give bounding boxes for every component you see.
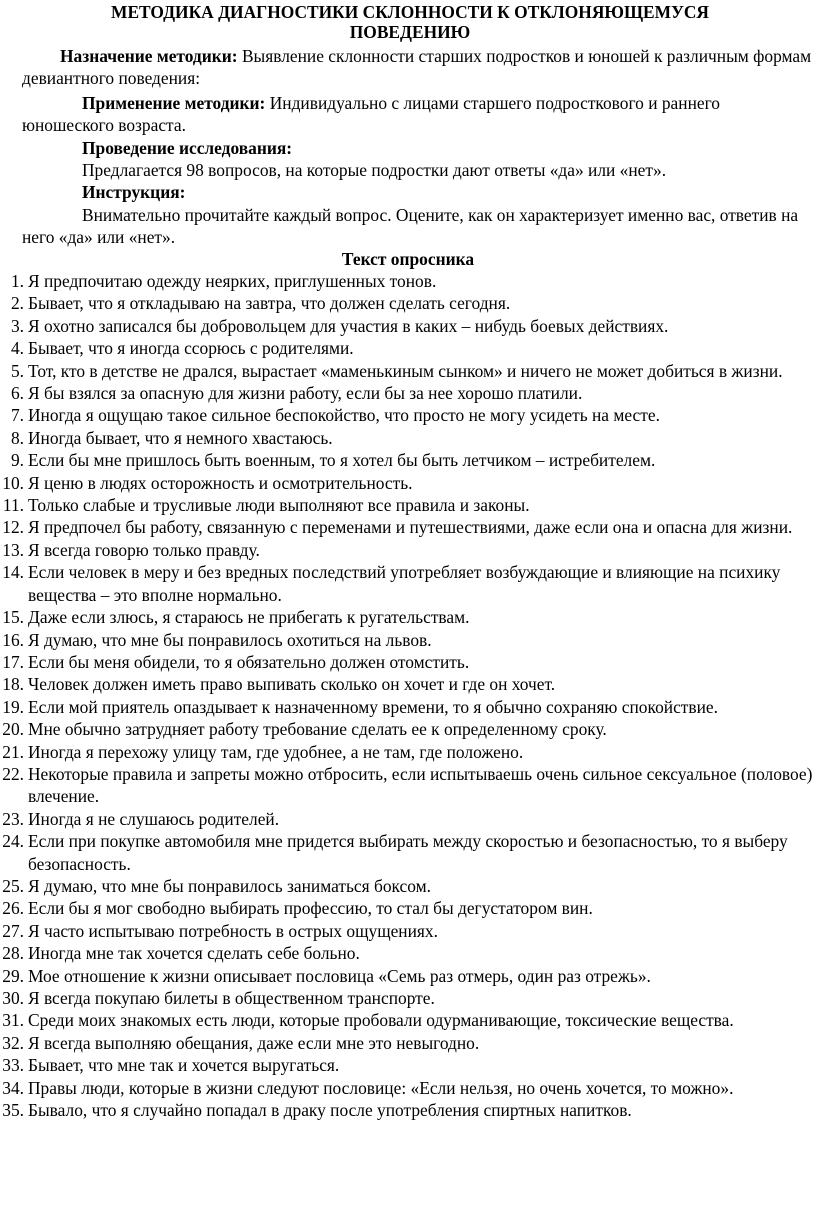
question-number: 5. <box>10 360 24 381</box>
application-label: Применение методики: <box>82 93 266 113</box>
question-item <box>0 561 816 606</box>
question-item <box>0 1054 816 1076</box>
question-text: Я охотно записался бы добровольцем для участия в каких – нибудь боевых действиях. <box>28 315 669 336</box>
question-number: 27. <box>2 920 24 941</box>
question-item <box>0 292 816 314</box>
question-number: 9. <box>10 450 24 471</box>
question-number: 16. <box>2 629 24 650</box>
question-item <box>0 494 816 516</box>
question-item <box>0 404 816 426</box>
question-number: 1. <box>10 271 24 291</box>
question-item <box>0 651 816 673</box>
question-text: Я предпочитаю одежду неярких, приглушенных тонов. <box>28 271 437 291</box>
question-text: Бывало, что я случайно попадал в драку после употребления спиртных напитков. <box>28 1100 632 1121</box>
question-item <box>0 696 816 718</box>
title-line-2: ПОВЕДЕНИЮ <box>349 22 471 42</box>
question-number: 3. <box>10 315 24 336</box>
question-number: 23. <box>2 808 24 829</box>
question-item <box>0 808 816 830</box>
question-number: 10. <box>2 472 24 493</box>
instruction-paragraph <box>22 204 812 249</box>
application-text: Индивидуально с лицами старшего подросткового и раннего юношеского возраста. <box>22 93 721 136</box>
question-item <box>0 270 816 292</box>
purpose-text: Выявление склонности старших подростков и юношей к различным формам девиантного поведения: <box>22 46 812 89</box>
question-number: 33. <box>2 1055 24 1076</box>
question-number: 6. <box>10 383 24 404</box>
question-item <box>0 965 816 987</box>
question-number: 30. <box>2 988 24 1008</box>
question-number: 26. <box>2 898 24 919</box>
question-text: Человек должен иметь право выпивать сколько он хочет и где он хочет. <box>28 674 556 695</box>
question-item <box>0 987 816 1009</box>
conduct-text: Предлагается 98 вопросов, на которые подростки дают ответы «да» или «нет». <box>82 160 667 180</box>
instruction-heading <box>22 181 812 203</box>
question-text: Иногда бывает, что я немного хвастаюсь. <box>28 427 333 448</box>
question-number: 20. <box>2 719 24 740</box>
question-item <box>0 1032 816 1054</box>
question-text: Правы люди, которые в жизни следуют пословице: «Если нельзя, но очень хочется, то можно». <box>28 1077 734 1098</box>
question-item <box>0 472 816 494</box>
question-number: 21. <box>2 741 24 762</box>
question-number: 8. <box>10 427 24 448</box>
question-text: Если бы я мог свободно выбирать профессию, то стал бы дегустатором вин. <box>28 898 593 919</box>
question-item <box>0 360 816 382</box>
question-item <box>0 516 816 538</box>
question-number: 34. <box>2 1077 24 1098</box>
question-text: Я всегда говорю только правду. <box>28 539 260 560</box>
question-text: Если бы мне пришлось быть военным, то я хотел бы быть летчиком – истребителем. <box>28 450 656 471</box>
question-text: Если при покупке автомобиля мне придется выбирать между скоростью и безопасностью, то я выберу безопасность. <box>28 831 788 874</box>
question-number: 7. <box>10 405 24 426</box>
question-number: 17. <box>2 651 24 672</box>
question-text: Я всегда выполняю обещания, даже если мне это невыгодно. <box>28 1032 480 1053</box>
question-text: Мое отношение к жизни описывает пословица «Семь раз отмерь, один раз отрежь». <box>28 965 651 986</box>
question-text: Некоторые правила и запреты можно отбросить, если испытываешь очень сильное сексуальное (половое) влечение. <box>28 763 813 807</box>
conduct-heading <box>22 137 812 159</box>
question-number: 29. <box>2 965 24 986</box>
question-text: Иногда я не слушаюсь родителей. <box>28 808 280 829</box>
question-text: Иногда я перехожу улицу там, где удобнее, а не там, где положено. <box>28 741 524 762</box>
question-item <box>0 629 816 651</box>
question-number: 24. <box>2 831 24 852</box>
question-item <box>0 763 816 808</box>
question-item <box>0 741 816 763</box>
question-item <box>0 337 816 359</box>
question-text: Если бы меня обидели, то я обязательно должен отомстить. <box>28 651 470 672</box>
question-list <box>0 270 816 1121</box>
question-item <box>0 1099 816 1121</box>
question-item <box>0 1077 816 1099</box>
question-number: 31. <box>2 1010 24 1031</box>
question-text: Иногда мне так хочется сделать себе больно. <box>28 943 360 964</box>
question-item <box>0 1009 816 1031</box>
question-number: 13. <box>2 539 24 560</box>
question-number: 15. <box>2 607 24 628</box>
question-number: 4. <box>10 338 24 359</box>
question-text: Я предпочел бы работу, связанную с переменами и путешествиями, даже если она и опасна для жизни. <box>28 517 793 538</box>
instruction-text: Внимательно прочитайте каждый вопрос. Оцените, как он характеризует именно вас, ответив на него «да» или «нет». <box>22 205 799 248</box>
question-number: 2. <box>10 293 24 314</box>
question-number: 14. <box>2 562 24 583</box>
question-number: 25. <box>2 875 24 896</box>
question-number: 32. <box>2 1032 24 1053</box>
question-text: Если мой приятель опаздывает к назначенному времени, то я обычно сохраняю спокойствие. <box>28 696 718 717</box>
question-number: 12. <box>2 517 24 538</box>
question-text: Я всегда покупаю билеты в общественном транспорте. <box>28 988 435 1008</box>
conduct-paragraph <box>22 159 812 181</box>
question-text: Мне обычно затрудняет работу требование сделать ее к определенному сроку. <box>28 719 607 740</box>
question-item <box>0 920 816 942</box>
question-text: Бывает, что я откладываю на завтра, что должен сделать сегодня. <box>28 293 511 314</box>
question-item <box>0 427 816 449</box>
question-item <box>0 449 816 471</box>
question-text: Я бы взялся за опасную для жизни работу, если бы за нее хорошо платили. <box>28 383 583 404</box>
question-text: Иногда я ощущаю такое сильное беспокойство, что просто не могу усидеть на месте. <box>28 405 660 426</box>
question-text: Если человек в меру и без вредных последствий употребляет возбуждающие и влияющие на психику вещества – это вполне нормально. <box>28 562 781 605</box>
conduct-label: Проведение исследования: <box>82 138 293 158</box>
document-title <box>40 2 780 42</box>
purpose-paragraph <box>22 45 812 90</box>
question-text: Я думаю, что мне бы понравилось заниматься боксом. <box>28 875 431 896</box>
question-item <box>0 673 816 695</box>
question-item <box>0 875 816 897</box>
question-item <box>0 606 816 628</box>
question-item <box>0 897 816 919</box>
question-text: Даже если злюсь, я стараюсь не прибегать к ругательствам. <box>28 607 470 628</box>
question-number: 19. <box>2 696 24 717</box>
question-text: Я часто испытываю потребность в острых ощущениях. <box>28 920 438 941</box>
question-number: 18. <box>2 674 24 695</box>
title-line-1: МЕТОДИКА ДИАГНОСТИКИ СКЛОННОСТИ К ОТКЛОНЯЮЩЕМУСЯ <box>111 2 709 22</box>
question-item <box>0 830 816 875</box>
questionnaire-title: Текст опросника <box>341 249 475 269</box>
instruction-label: Инструкция: <box>82 182 186 202</box>
question-item <box>0 315 816 337</box>
question-number: 35. <box>2 1100 24 1121</box>
question-item <box>0 942 816 964</box>
application-paragraph <box>22 92 812 137</box>
question-text: Только слабые и трусливые люди выполняют все правила и законы. <box>28 495 530 516</box>
question-number: 22. <box>2 763 24 784</box>
purpose-label: Назначение методики: <box>60 46 238 66</box>
question-text: Я думаю, что мне бы понравилось охотиться на львов. <box>28 629 432 650</box>
question-number: 28. <box>2 943 24 964</box>
question-text: Я ценю в людях осторожность и осмотрительность. <box>28 472 413 493</box>
question-item <box>0 718 816 740</box>
question-item <box>0 539 816 561</box>
question-text: Среди моих знакомых есть люди, которые пробовали одурманивающие, токсические вещества. <box>28 1010 734 1031</box>
question-number: 11. <box>2 495 24 516</box>
question-text: Тот, кто в детстве не дрался, вырастает «маменькиным сынком» и ничего не может добиться в жизни. <box>28 360 783 381</box>
question-text: Бывает, что я иногда ссорюсь с родителями. <box>28 338 354 359</box>
question-text: Бывает, что мне так и хочется выругаться. <box>28 1055 340 1076</box>
question-item <box>0 382 816 404</box>
